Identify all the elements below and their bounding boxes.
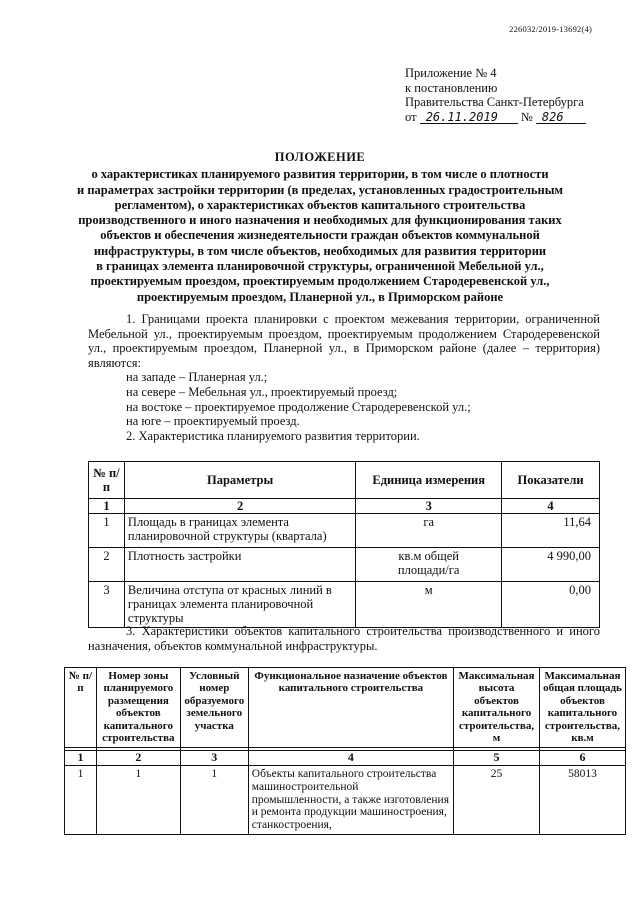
title-line: регламентом), о характеристиках объектов капитального строительства: [114, 197, 526, 212]
title-line: о характеристиках планируемого развития территории, в том числе о плотности: [91, 167, 549, 182]
row-area: 58013: [540, 766, 626, 835]
table-row: [89, 582, 600, 628]
index-cell: 4: [502, 499, 600, 514]
table-index-row: [65, 751, 626, 766]
section-3-paragraph: 3. Характеристики объектов капитального строительства производственного и иного назначения, объектов коммунальной инфраструктуры.: [88, 624, 600, 653]
header-max-height: Максимальная высота объектов капитального строительства, м: [454, 668, 540, 748]
row-parameter: Плотность застройки: [124, 548, 355, 582]
row-unit: га: [356, 514, 502, 548]
row-value: 11,64: [502, 514, 600, 548]
boundary-item: на западе – Планерная ул.;: [126, 370, 268, 385]
row-value: 4 990,00: [502, 548, 600, 582]
index-cell: 3: [356, 499, 502, 514]
row-zone: 1: [96, 766, 180, 835]
header-max-area: Максимальная общая площадь объектов капитального строительства, кв.м: [540, 668, 626, 748]
header-plot-number: Условный номер образуемого земельного участка: [180, 668, 248, 748]
annex-date-line: [405, 110, 625, 125]
section-3: [88, 624, 600, 653]
boundary-item: на востоке – проектируемое продолжение Стародеревенской ул.;: [126, 399, 471, 414]
index-cell: 2: [124, 499, 355, 514]
index-cell: 1: [89, 499, 125, 514]
row-number: 3: [89, 582, 125, 628]
title-line: производственного и иного назначения и необходимых для функционирования таких: [78, 213, 562, 228]
row-unit: кв.м общей площади/га: [356, 548, 502, 582]
header-unit: Единица измерения: [356, 462, 502, 499]
title-line: и параметрах застройки территории (в пределах, установленных градостроительным: [77, 182, 563, 197]
annex-number: 826: [536, 111, 586, 124]
row-value: 0,00: [502, 582, 600, 628]
header-number: № п/п: [89, 462, 125, 499]
title-line: в границах элемента планировочной структуры, ограниченной Мебельной ул.,: [96, 259, 544, 274]
index-cell: 3: [180, 751, 248, 766]
row-unit: м: [356, 582, 502, 628]
row-number: 1: [89, 514, 125, 548]
section-1: [88, 312, 600, 443]
document-title: [40, 150, 600, 305]
boundary-item: на севере – Мебельная ул., проектируемый проезд;: [126, 384, 398, 399]
document-number: 226032/2019-13692(4): [509, 24, 592, 34]
section-1-paragraph: 1. Границами проекта планировки с проектом межевания территории, ограниченной Мебельной ул., проектируемым проездом, проектируемым продолжением Стародеревенской ул., проектируемым проездом, Планерной ул., в Приморском районе (далее – территория) являются:: [88, 312, 600, 370]
row-parameter: Величина отступа от красных линий в границах элемента планировочной структуры: [124, 582, 355, 628]
table-index-row: [89, 499, 600, 514]
header-parameters: Параметры: [124, 462, 355, 499]
territory-parameters-table: [88, 461, 600, 628]
index-cell: 2: [96, 751, 180, 766]
table-header-row: [65, 668, 626, 748]
index-cell: 6: [540, 751, 626, 766]
header-number: № п/п: [65, 668, 97, 748]
title-line: объектов и обеспечения жизнедеятельности граждан объектов коммунальной: [100, 228, 540, 243]
table-header-row: [89, 462, 600, 499]
annex-line-2: к постановлению: [405, 80, 498, 95]
title-line: проектируемым проездом, Планерной ул., в Приморском районе: [136, 289, 504, 304]
table-row: [65, 766, 626, 835]
annex-line-3: Правительства Санкт-Петербурга: [405, 95, 584, 109]
title-line: проектируемым проездом, проектируемым продолжением Стародеревенской ул.,: [90, 274, 550, 289]
capital-construction-table: [64, 667, 626, 835]
index-cell: 5: [454, 751, 540, 766]
table-row: [89, 514, 600, 548]
row-height: 25: [454, 766, 540, 835]
header-purpose: Функциональное назначение объектов капитального строительства: [248, 668, 453, 748]
row-number: 2: [89, 548, 125, 582]
annex-block: [405, 66, 625, 124]
annex-num-prefix: №: [520, 109, 533, 124]
row-purpose: Объекты капитального строительства машиностроительной промышленности, а также изготовления и ремонта продукции машиностроения, станкостроения,: [248, 766, 453, 835]
row-plot: 1: [180, 766, 248, 835]
row-parameter: Площадь в границах элемента планировочной структуры (квартала): [124, 514, 355, 548]
annex-date: 26.11.2019: [420, 111, 518, 124]
index-cell: 4: [248, 751, 453, 766]
index-cell: 1: [65, 751, 97, 766]
header-zone-number: Номер зоны планируемого размещения объектов капитального строительства: [96, 668, 180, 748]
title-heading: ПОЛОЖЕНИЕ: [274, 150, 366, 164]
annex-from-prefix: от: [405, 109, 417, 124]
row-number: 1: [65, 766, 97, 835]
section-2-heading: 2. Характеристика планируемого развития территории.: [126, 428, 420, 443]
boundary-item: на юге – проектируемый проезд.: [126, 414, 300, 429]
annex-line-1: Приложение № 4: [405, 66, 497, 80]
title-line: инфраструктуры, в том числе объектов, необходимых для развития территории: [93, 243, 547, 258]
header-values: Показатели: [502, 462, 600, 499]
table-row: [89, 548, 600, 582]
